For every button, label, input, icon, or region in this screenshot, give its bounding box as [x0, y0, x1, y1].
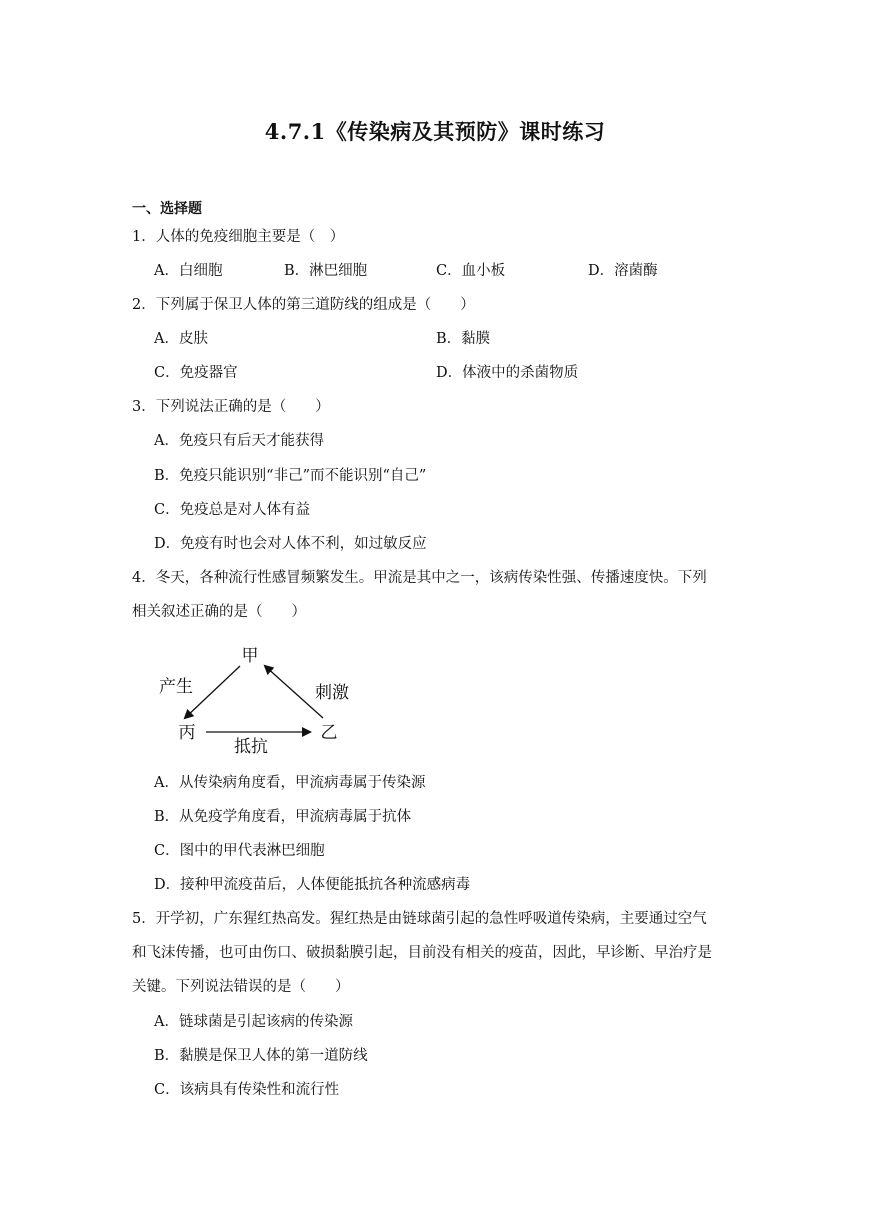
q4-option-c: C．图中的甲代表淋巴细胞: [154, 843, 325, 859]
diagram-label-resist: 抵抗: [234, 737, 268, 757]
q1-option-c: C．血小板: [436, 263, 506, 279]
arrow-top-to-left: [185, 666, 240, 718]
question-4-stem-line-2: 相关叙述正确的是（ ）: [132, 604, 306, 620]
diagram-node-top: 甲: [241, 646, 259, 666]
q5-option-b: B．黏膜是保卫人体的第一道防线: [154, 1048, 368, 1064]
question-5-stem-line-1: 5．开学初，广东猩红热高发。猩红热是由链球菌引起的急性呼吸道传染病，主要通过空气: [132, 911, 707, 927]
q4-option-b: B．从免疫学角度看，甲流病毒属于抗体: [154, 809, 412, 825]
diagram-node-left: 丙: [178, 723, 196, 743]
page-title: 4.7.1《传染病及其预防》课时练习: [264, 119, 606, 144]
section-heading: 一、选择题: [132, 201, 202, 217]
q4-option-a: A．从传染病角度看，甲流病毒属于传染源: [154, 775, 426, 791]
q1-option-b: B．淋巴细胞: [284, 263, 368, 279]
question-5-stem-line-3: 关键。下列说法错误的是（ ）: [132, 979, 350, 995]
q2-option-a: A．皮肤: [154, 331, 208, 347]
q3-option-b: B．免疫只能识别“非己”而不能识别“自己”: [154, 468, 427, 484]
q5-option-a: A．链球菌是引起该病的传染源: [154, 1014, 353, 1030]
question-2-stem: 2．下列属于保卫人体的第三道防线的组成是（ ）: [132, 297, 475, 313]
q4-option-d: D．接种甲流疫苗后，人体便能抵抗各种流感病毒: [154, 877, 471, 893]
immune-relationship-diagram: [140, 636, 380, 760]
question-3-stem: 3．下列说法正确的是（ ）: [132, 399, 330, 415]
q3-option-a: A．免疫只有后天才能获得: [154, 433, 324, 449]
q1-option-d: D．溶菌酶: [588, 263, 658, 279]
question-1-stem: 1．人体的免疫细胞主要是（ ）: [132, 229, 345, 245]
diagram-label-produce: 产生: [159, 677, 193, 697]
diagram-label-stimulate: 刺激: [315, 683, 349, 703]
q5-option-c: C．该病具有传染性和流行性: [154, 1082, 340, 1098]
q1-option-a: A．白细胞: [154, 263, 223, 279]
question-5-stem-line-2: 和飞沫传播，也可由伤口、破损黏膜引起，目前没有相关的疫苗，因此，早诊断、早治疗是: [132, 945, 712, 961]
q2-option-d: D．体液中的杀菌物质: [436, 365, 579, 381]
q3-option-c: C．免疫总是对人体有益: [154, 502, 311, 518]
q2-option-c: C．免疫器官: [154, 365, 238, 381]
q2-option-b: B．黏膜: [436, 331, 491, 347]
diagram-node-right: 乙: [320, 723, 338, 743]
q3-option-d: D．免疫有时也会对人体不利，如过敏反应: [154, 536, 427, 552]
question-4-stem-line-1: 4．冬天，各种流行性感冒频繁发生。甲流是其中之一，该病传染性强、传播速度快。下列: [132, 570, 707, 586]
